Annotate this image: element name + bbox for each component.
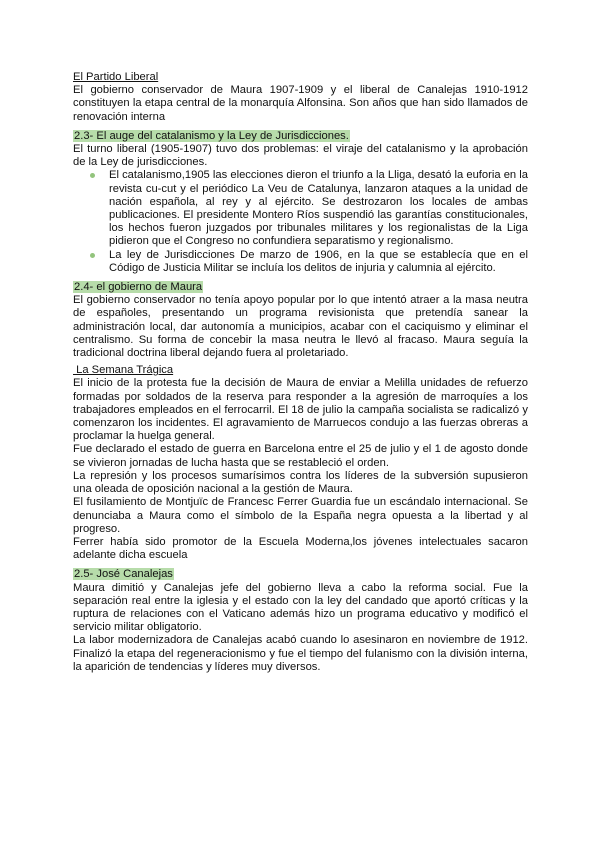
- paragraph-semana-tragica: La represión y los procesos sumarísimos contra los líderes de la subversión supusieron una oleada de oposición nacional a la gestión de Maura.: [73, 469, 528, 496]
- paragraph-partido-liberal: El gobierno conservador de Maura 1907-1909 y el liberal de Canalejas 1910-1912 constituyen la etapa central de la monarquía Alfonsina. Son años que han sido llamados de renovación interna: [73, 84, 528, 123]
- section-catalanismo: [73, 130, 528, 143]
- paragraph-semana-tragica: El fusilamiento de Montjuïc de Francesc Ferrer Guardia fue un escándalo internacional. Se denunciaba a Maura como el símbolo de la España negra opuesta a la libertad y al progreso.: [73, 496, 528, 535]
- bullet-dot-icon: [90, 253, 95, 258]
- list-item: [109, 249, 528, 275]
- paragraph-semana-tragica: Ferrer había sido promotor de la Escuela Moderna,los jóvenes intelectuales sacaron adelante dicha escuela: [73, 535, 528, 562]
- section-title-canalejas: 2.5- José Canalejas: [74, 568, 173, 581]
- paragraph-canalejas: La labor modernizadora de Canalejas acabó cuando lo asesinaron en noviembre de 1912. Finalizó la etapa del regeneracionismo y fue el tiempo del fulanismo con la división interna, la aparición de tendencias y líderes muy diversos.: [73, 634, 528, 673]
- paragraph-turno-liberal: El turno liberal (1905-1907) tuvo dos problemas: el viraje del catalanismo y la aprobación de la Ley de jurisdicciones.: [73, 143, 528, 169]
- section-title-catalanismo: 2.3- El auge del catalanismo y la Ley de Jurisdicciones.: [74, 129, 349, 142]
- paragraph-semana-tragica: Fue declarado el estado de guerra en Barcelona entre el 25 de julio y el 1 de agosto donde se vivieron jornadas de lucha hasta que se restableció el orden.: [73, 443, 528, 469]
- list-item-text: El catalanismo,1905 las elecciones dieron el triunfo a la Lliga, desató la euforia en la revista cu-cut y el periódico La Veu de Catalunya, lanzaron ataques a la unidad de nación española, al rey y al ejército. Se destrozaron los locales de ambas publicaciones. El presidente Montero Ríos suspendió las garantías constitucionales, los hechos fueron juzgados por tribunales militares y los regionalistas de la Liga pidieron que el Congreso no confundiera separatismo y regionalismo.: [109, 169, 528, 248]
- section-title-semana-tragica: La Semana Trágica: [73, 364, 174, 377]
- section-title-partido-liberal: El Partido Liberal: [73, 71, 159, 83]
- bullet-dot-icon: [90, 173, 95, 178]
- list-item: [109, 169, 528, 248]
- document-body: [73, 71, 528, 674]
- section-partido-liberal: [73, 71, 528, 84]
- section-semana-tragica: [73, 364, 528, 377]
- paragraph-semana-tragica: El inicio de la protesta fue la decisión de Maura de enviar a Melilla unidades de refuerzo formadas por soldados de la reserva para responder a la agresión de marroquíes a los trabajadores empleados en el ferrocarril. El 18 de julio la campaña socialista se radicalizó y comenzaron los incidentes. El agravamiento de Marruecos condujo a las fuerzas obreras a proclamar la huelga general.: [73, 377, 528, 443]
- bullet-list-catalanismo: [73, 169, 528, 275]
- paragraph-gobierno-maura: El gobierno conservador no tenía apoyo popular por lo que intentó atraer a la masa neutra de españoles, presentando un programa revisionista que pretendía sanear la administración local, dar autonomía a municipios, acabar con el caciquismo y eliminar el centralismo. Su forma de concebir la masa neutra le llevó al fracaso. Maura seguía la tradicional doctrina liberal dejando fuera al proletariado.: [73, 294, 528, 360]
- section-canalejas: [73, 568, 528, 581]
- section-gobierno-maura: [73, 281, 528, 294]
- paragraph-canalejas: Maura dimitió y Canalejas jefe del gobierno lleva a cabo la reforma social. Fue la separación real entre la iglesia y el estado con la ley del candado que aportó críticas y la ruptura de relaciones con el Vaticano además hizo un programa educativo y modificó el servicio militar obligatorio.: [73, 581, 528, 634]
- section-title-gobierno-maura: 2.4- el gobierno de Maura: [74, 281, 203, 294]
- list-item-text: La ley de Jurisdicciones De marzo de 1906, en la que se establecía que en el Código de Justicia Militar se incluía los delitos de injuria y calumnia al ejército.: [109, 248, 528, 274]
